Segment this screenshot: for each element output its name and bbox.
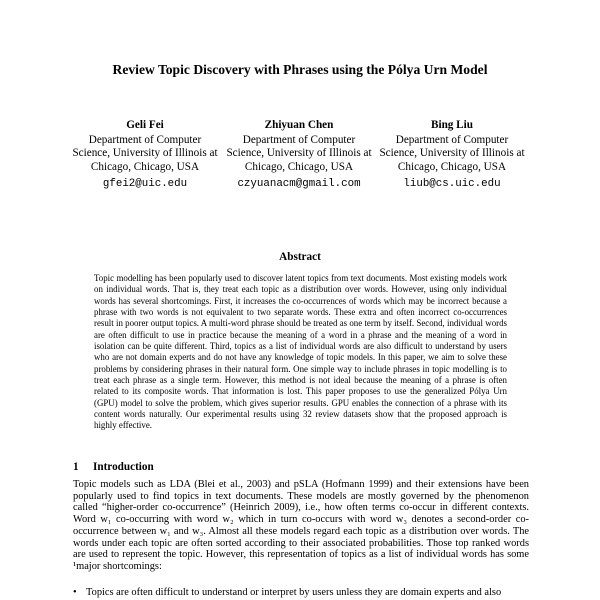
intro-paragraph: Topic models such as LDA (Blei et al., 2003) and pSLA (Hofmann 1999) and their extensions have been popularly used to find topics in text documents. These models are mostly governed by the phenomenon called “higher-order co-occurrence” (Heinrich 2009), i.e., how often terms co-occur in different contexts. Word w₁ co-occurring with word w₂ which in turn co-occurs with word w₃ denotes a second-order co-occurrence between w₁ and w₃. Almost all these models regard each topic as a distribution over words. The words under each topic are often sorted according to their associated probabilities. Those top ranked words are used to represent the topic. However, this representation of topics as a list of individual words has some ¹major shortcomings: <box>73 479 529 572</box>
author-name: Zhiyuan Chen <box>264 119 334 131</box>
author-affiliation: Department of Computer Science, University of Illinois at Chicago, Chicago, USA <box>72 133 218 173</box>
author-block <box>377 119 527 192</box>
section-number: 1 <box>73 461 79 473</box>
bullet-text: Topics are often difficult to understand or interpret by users unless they are domain experts and also <box>86 587 502 598</box>
author-block <box>224 119 374 192</box>
author-email: gfei2@uic.edu <box>102 178 188 191</box>
author-name: Bing Liu <box>431 119 473 131</box>
section-heading <box>73 461 154 473</box>
author-email: czyuanacm@gmail.com <box>237 178 361 191</box>
author-email: liub@cs.uic.edu <box>403 178 501 191</box>
paper-title: Review Topic Discovery with Phrases using the Pólya Urn Model <box>112 62 488 77</box>
author-block <box>70 119 220 192</box>
abstract-heading: Abstract <box>279 251 321 263</box>
bullet-icon: • <box>73 587 77 598</box>
author-name: Geli Fei <box>126 119 164 131</box>
author-affiliation: Department of Computer Science, University of Illinois at Chicago, Chicago, USA <box>379 133 525 173</box>
author-affiliation: Department of Computer Science, University of Illinois at Chicago, Chicago, USA <box>226 133 372 173</box>
section-title: Introduction <box>93 461 154 473</box>
bullet-item <box>73 587 543 599</box>
abstract-text: Topic modelling has been popularly used to discover latent topics from text documents. Most existing models work on individual words. That is, they treat each topic as a distribution over words. However, using only individual words has several shortcomings. First, it increases the co-occurrences of words which may be incorrect because a phrase with two words is not equivalent to two separate words. These extra and often incorrect co-occurrences result in poorer output topics. A multi-word phrase should be treated as one term by itself. Second, individual words are often difficult to use in practice because the meaning of a word in a phrase and the meaning of a word in isolation can be quite different. Third, topics as a list of individual words are also difficult to understand by users who are not domain experts and do not have any knowledge of topic models. In this paper, we aim to solve these problems by considering phrases in their natural form. One simple way to include phrases in topic modelling is to treat each phrase as a single term. However, this method is not ideal because the meaning of a phrase is often related to its composite words. That information is lost. This paper proposes to use the generalized Pólya Urn (GPU) model to solve the problem, which gives superior results. GPU enables the connection of a phrase with its content words naturally. Our experimental results using 32 review datasets show that the proposed approach is highly effective. <box>94 273 507 431</box>
